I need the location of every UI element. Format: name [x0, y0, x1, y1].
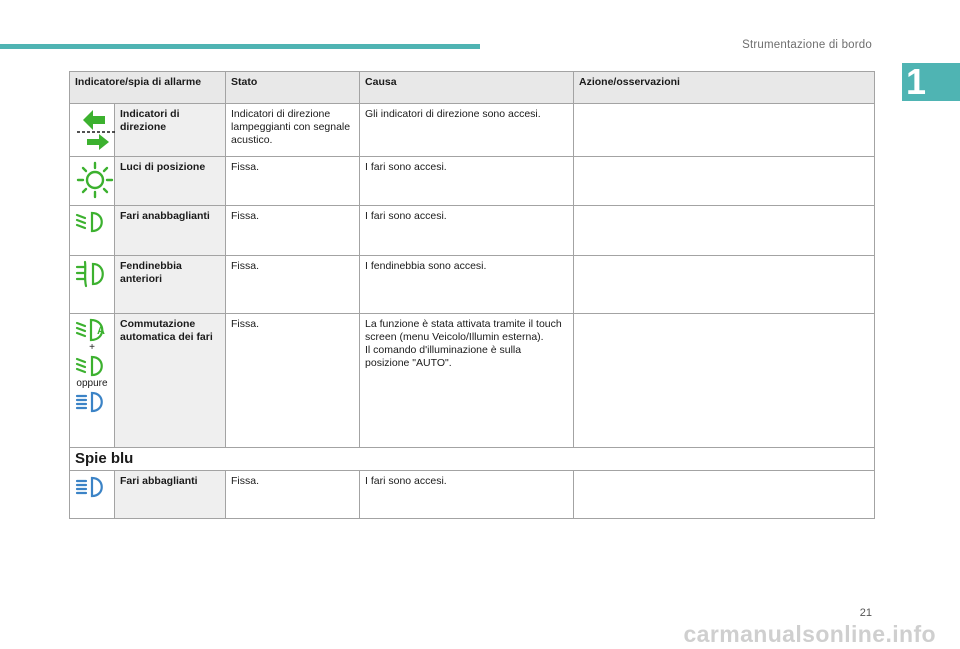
table-row [70, 206, 875, 256]
action-cell [574, 104, 875, 157]
cause-cell: I fari sono accesi. [360, 471, 574, 519]
state-cell: Fissa. [226, 471, 360, 519]
function-name: Commutazione automatica dei fari [115, 314, 226, 448]
blue-lamps-heading: Spie blu [70, 448, 875, 471]
function-name: Luci di posizione [115, 157, 226, 206]
plus-sign: + [89, 342, 95, 353]
state-cell: Fissa. [226, 206, 360, 256]
watermark: carmanualsonline.info [683, 621, 936, 647]
page-number: 21 [859, 607, 872, 619]
table-row [70, 104, 875, 157]
table-row [70, 157, 875, 206]
warning-lamps-table [69, 71, 875, 519]
dipped-beam-icon [75, 210, 109, 234]
cause-cell: I fendinebbia sono accesi. [360, 256, 574, 314]
main-beam-icon [75, 390, 109, 414]
column-header-state: Stato [226, 72, 360, 104]
sidelights-icon [75, 161, 109, 199]
cause-cell: La funzione è stata attivata tramite il touch screen (menu Veicolo/Illumin esterna). Il comando d'illuminazione è sulla posizione "AUTO". [360, 314, 574, 448]
header-accent-line [0, 44, 480, 49]
table-header-row [70, 72, 875, 104]
auto-headlamp-icon [75, 318, 109, 342]
table-row [70, 256, 875, 314]
section-title: Strumentazione di bordo [742, 39, 872, 51]
cause-cell: Gli indicatori di direzione sono accesi. [360, 104, 574, 157]
action-cell [574, 157, 875, 206]
turn-signal-icon [75, 108, 109, 152]
state-cell: Fissa. [226, 314, 360, 448]
cause-cell: I fari sono accesi. [360, 157, 574, 206]
or-label: oppure [76, 378, 108, 389]
table-row [70, 314, 875, 448]
cause-cell: I fari sono accesi. [360, 206, 574, 256]
column-header-action: Azione/osservazioni [574, 72, 875, 104]
front-fog-icon [75, 260, 109, 288]
chapter-tab: 1 [902, 63, 960, 101]
blue-lamps-section-row [70, 448, 875, 471]
column-header-indicator: Indicatore/spia di allarme [70, 72, 226, 104]
column-header-cause: Causa [360, 72, 574, 104]
function-name: Fari anabbaglianti [115, 206, 226, 256]
table-row [70, 471, 875, 519]
main-beam-icon [75, 475, 109, 499]
action-cell [574, 314, 875, 448]
function-name: Indicatori di direzione [115, 104, 226, 157]
state-cell: Fissa. [226, 157, 360, 206]
function-name: Fari abbaglianti [115, 471, 226, 519]
action-cell [574, 256, 875, 314]
dipped-beam-icon [75, 354, 109, 378]
svg-text:A: A [97, 325, 105, 337]
state-cell: Indicatori di direzione lampeggianti con segnale acustico. [226, 104, 360, 157]
action-cell [574, 471, 875, 519]
function-name: Fendinebbia anteriori [115, 256, 226, 314]
state-cell: Fissa. [226, 256, 360, 314]
action-cell [574, 206, 875, 256]
